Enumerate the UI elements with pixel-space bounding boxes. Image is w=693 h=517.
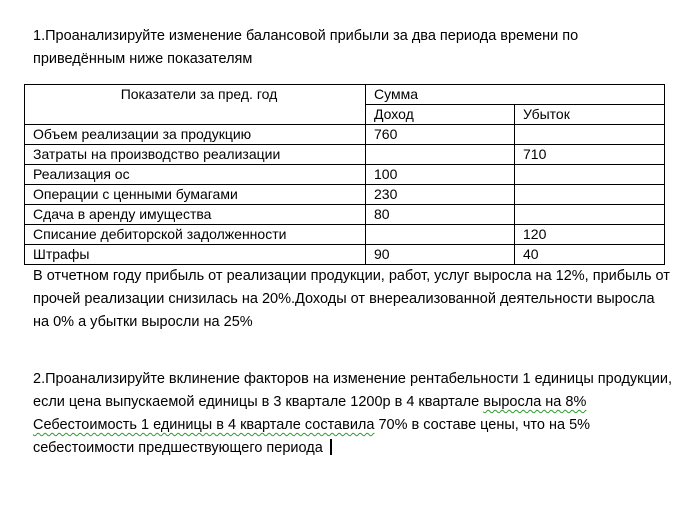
row-label: Объем реализации за продукцию — [25, 125, 366, 145]
row-income: 80 — [366, 205, 515, 225]
row-income — [366, 225, 515, 245]
table-row — [25, 205, 665, 225]
row-income — [366, 145, 515, 165]
task2-text[interactable] — [33, 368, 673, 460]
indicators-table — [24, 84, 665, 265]
table-row — [25, 225, 665, 245]
row-income: 760 — [366, 125, 515, 145]
table-row — [25, 245, 665, 265]
row-label: Реализация ос — [25, 165, 366, 185]
table-row — [25, 185, 665, 205]
task2-line1: 2.Проанализируйте вклинение факторов на изменение рентабельности 1 единицы продукции, если цена выпускаемой единицы в 3 квартале 1200р в 4 квартале — [33, 371, 673, 410]
text-cursor — [330, 439, 332, 455]
task1-title: 1.Проанализируйте изменение балансовой прибыли за два периода времени по приведённым ниже показателям — [33, 28, 579, 67]
row-loss: 40 — [515, 245, 665, 265]
header-indicators: Показатели за пред. год — [25, 85, 366, 125]
row-loss — [515, 125, 665, 145]
row-income: 230 — [366, 185, 515, 205]
row-label: Операции с ценными бумагами — [25, 185, 366, 205]
header-income: Доход — [366, 105, 515, 125]
row-loss — [515, 165, 665, 185]
row-income: 100 — [366, 165, 515, 185]
table-header-row — [25, 85, 665, 105]
header-sum: Сумма — [366, 85, 665, 105]
table-row — [25, 125, 665, 145]
row-label: Штрафы — [25, 245, 366, 265]
task1-note: В отчетном году прибыль от реализации продукции, работ, услуг выросла на 12%, прибыль от прочей реализации снизилась на 20%.Доходы от внереализованной деятельности выросла на 0% а убытки выросли на 25% — [33, 268, 670, 330]
row-loss — [515, 205, 665, 225]
spellcheck-phrase: выросла на 8% — [483, 394, 587, 410]
row-label: Списание дебиторской задолженности — [25, 225, 366, 245]
table-row — [25, 165, 665, 185]
row-loss — [515, 185, 665, 205]
row-loss: 120 — [515, 225, 665, 245]
row-income: 90 — [366, 245, 515, 265]
row-label: Затраты на производство реализации — [25, 145, 366, 165]
row-label: Сдача в аренду имущества — [25, 205, 366, 225]
table-row — [25, 145, 665, 165]
spellcheck-phrase: Себестоимость 1 единицы в 4 квартале составила — [33, 417, 375, 433]
header-loss: Убыток — [515, 105, 665, 125]
row-loss: 710 — [515, 145, 665, 165]
task2-line2: 70% в составе цены, что на 5% себестоимости предшествующего периода — [33, 417, 591, 456]
